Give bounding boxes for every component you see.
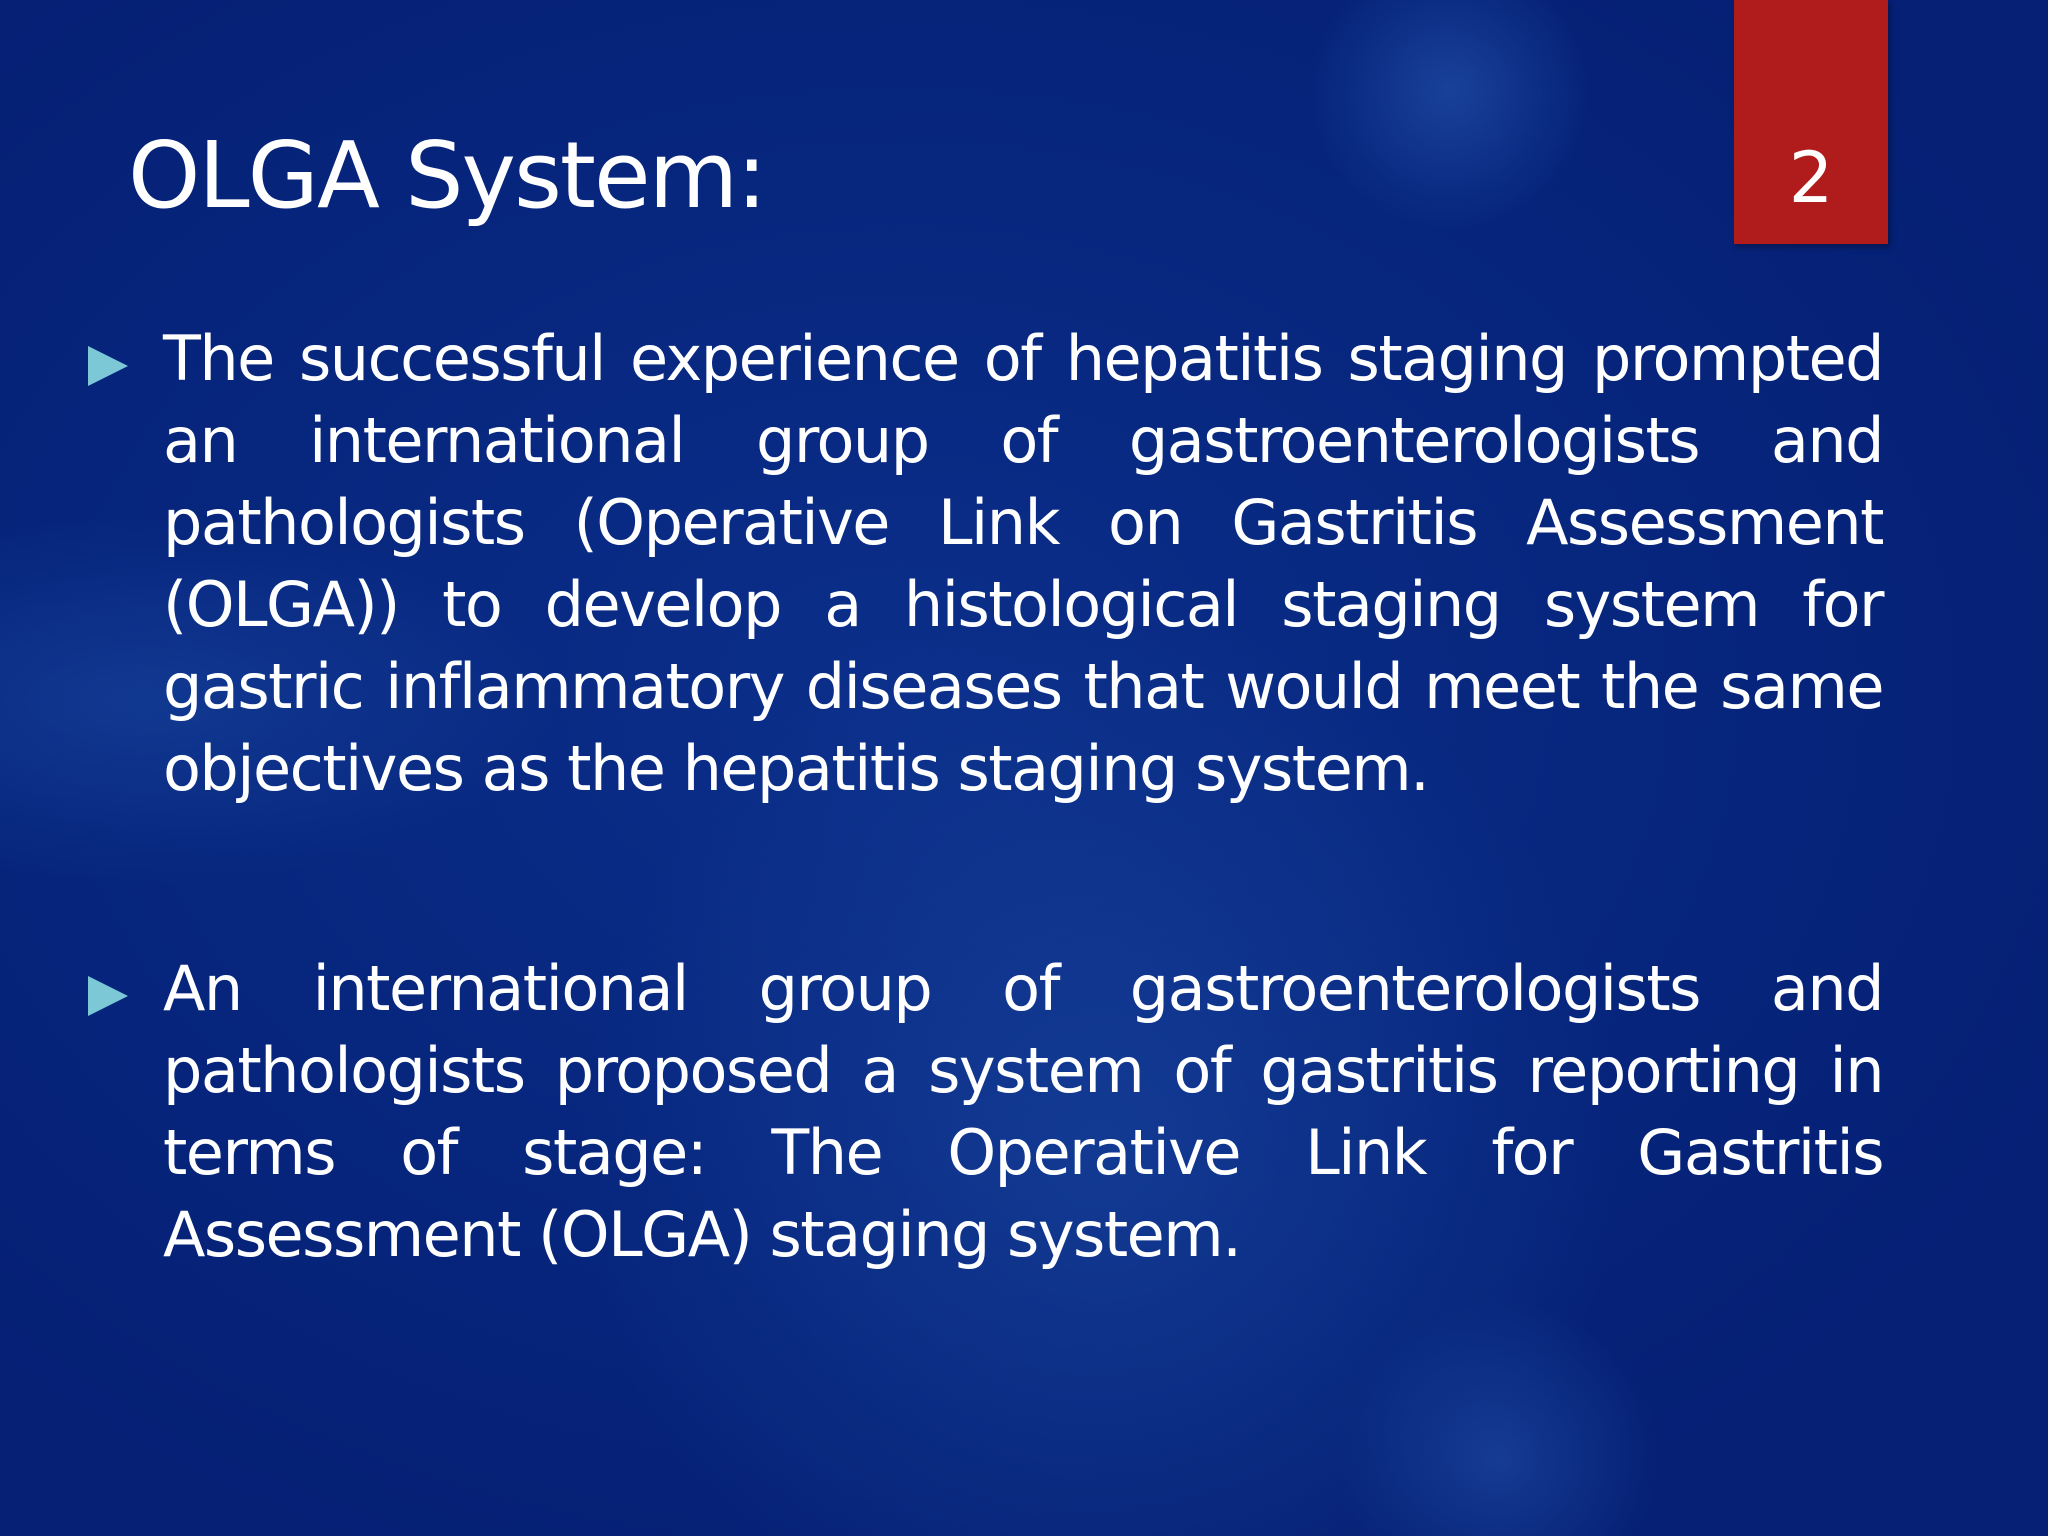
slide-title: OLGA System: (128, 122, 766, 229)
page-number: 2 (1788, 137, 1834, 219)
bullet-list (86, 318, 1886, 1276)
bullet-item (86, 948, 1886, 1276)
triangle-right-icon (88, 976, 128, 1016)
bullet-text: An international group of gastroenterologists and pathologists proposed a system of gastritis reporting in terms of stage: The Operative Link for Gastritis Assessment (OLGA) staging system. (163, 952, 1883, 1271)
triangle-right-icon (88, 346, 128, 386)
bullet-text: The successful experience of hepatitis staging prompted an international group of gastroenterologists and pathologists (Operative Link on Gastritis Assessment (OLGA)) to develop a histological staging system for gastric inflammatory diseases that would meet the same objectives as the hepatitis staging system. (163, 322, 1883, 805)
page-number-badge (1734, 0, 1888, 244)
bullet-item (86, 318, 1886, 810)
